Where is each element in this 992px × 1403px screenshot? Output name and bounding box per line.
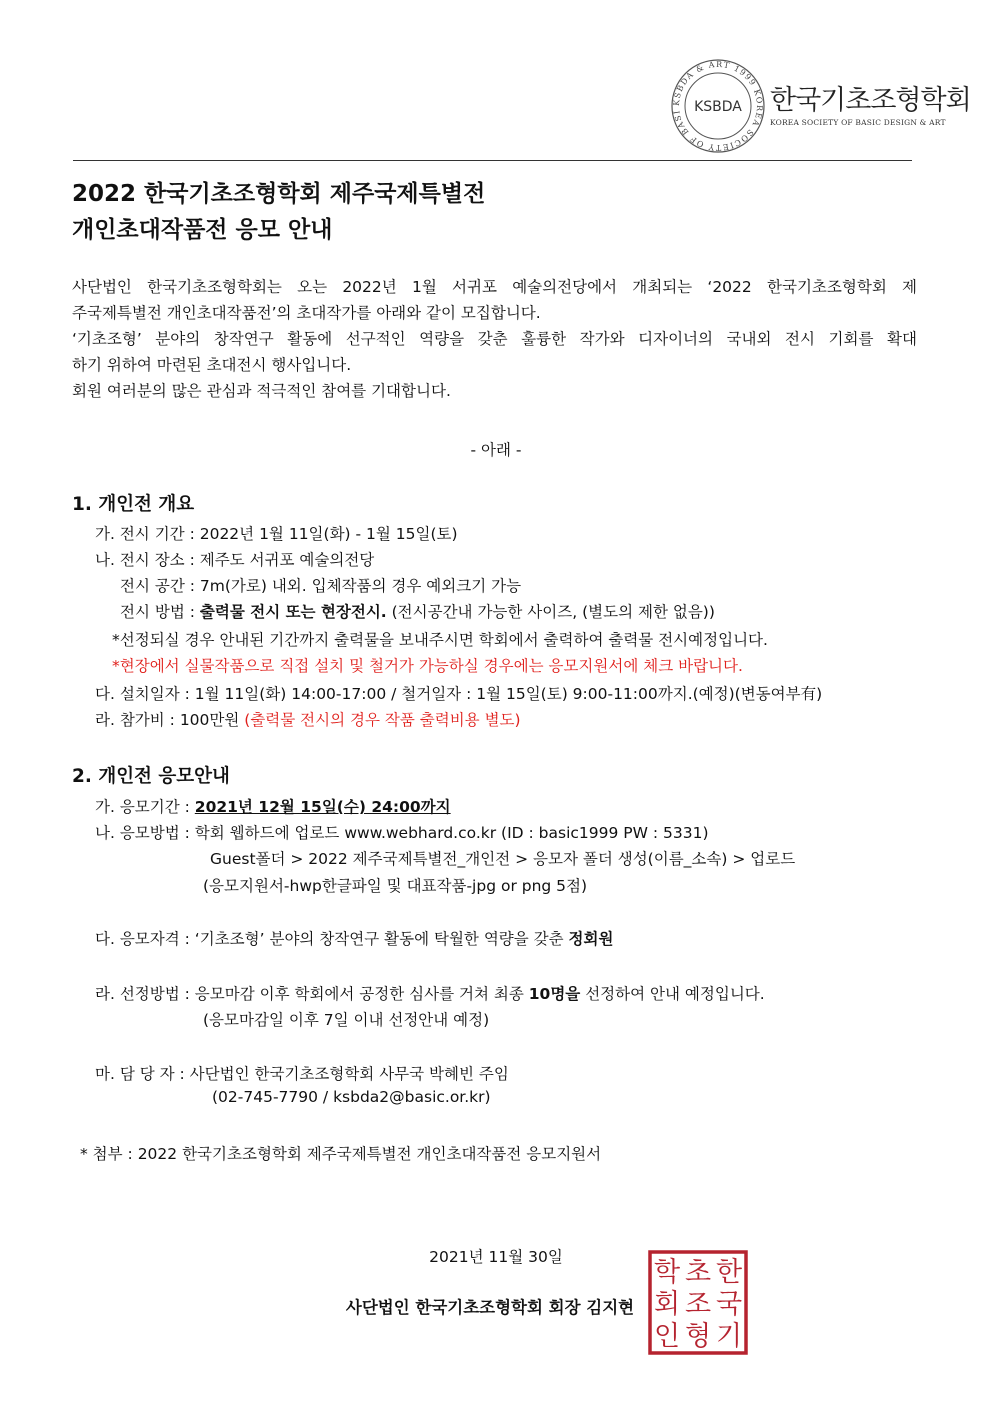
exhibit-method xyxy=(120,600,715,622)
selection-bold: 10명을 xyxy=(528,985,581,1003)
application-method-path: Guest폴더 > 2022 제주국제특별전_개인전 > 응모자 폴더 생성(이름_소속) > 업로드 xyxy=(210,850,796,868)
seal-char: 회 xyxy=(653,1289,681,1320)
official-red-seal xyxy=(648,1250,748,1355)
intro-line-1: 사단법인 한국기초조형학회는 오는 2022년 1월 서귀포 예술의전당에서 개최되는 ‘2022 한국기초조형학회 제 xyxy=(72,278,917,296)
seal-char: 초 xyxy=(684,1257,712,1288)
signature-line: 사단법인 한국기초조형학회 회장 김지현 xyxy=(345,1298,635,1317)
deadline-value: 2021년 12월 15일(수) 24:00까지 xyxy=(194,798,451,816)
selection-notice: (응모마감일 이후 7일 이내 선정안내 예정) xyxy=(203,1011,490,1029)
seal-char: 한 xyxy=(715,1257,743,1288)
contact-person: 마. 담 당 자 : 사단법인 한국기초조형학회 사무국 박혜빈 주임 xyxy=(95,1065,509,1083)
deadline-label: 가. 응모기간 : xyxy=(95,798,195,816)
exhibit-space: 전시 공간 : 7m(가로) 내외. 입체작품의 경우 예외크기 가능 xyxy=(120,577,522,595)
note-print: *선정되실 경우 안내된 기간까지 출력물을 보내주시면 학회에서 출력하여 출력물 전시예정입니다. xyxy=(112,631,768,649)
intro-line-4: 하기 위하여 마련된 초대전시 행사입니다. xyxy=(72,356,352,374)
method-bold: 출력물 전시 또는 현장전시. xyxy=(199,603,387,621)
note-onsite: *현장에서 실물작품으로 직접 설치 및 철거가 가능하실 경우에는 응모지원서에 체크 바랍니다. xyxy=(112,657,743,675)
install-schedule: 다. 설치일자 : 1월 11일(화) 14:00-17:00 / 철거일자 : 1월 15일(토) 9:00-11:00까지.(예정)(변동여부有) xyxy=(95,685,823,703)
exhibit-venue: 나. 전시 장소 : 제주도 서귀포 예술의전당 xyxy=(95,551,375,569)
seal-char: 국 xyxy=(715,1289,743,1320)
exhibit-period: 가. 전시 기간 : 2022년 1월 11일(화) - 1월 15일(토) xyxy=(95,525,458,543)
below-marker: - 아래 - xyxy=(470,441,522,459)
eligibility xyxy=(95,927,613,949)
application-method-files: (응모지원서-hwp한글파일 및 대표작품-jpg or png 5점) xyxy=(203,877,588,895)
participation-fee xyxy=(95,708,521,730)
logo-wordmark: 한국기초조형학회 xyxy=(770,85,971,116)
fee-label: 라. 참가비 : 100만원 xyxy=(95,711,245,729)
seal-char: 조 xyxy=(684,1289,712,1320)
section-2-heading: 2. 개인전 응모안내 xyxy=(72,766,230,787)
seal-char: 기 xyxy=(715,1321,743,1352)
selection-method xyxy=(95,982,765,1004)
section-1-heading: 1. 개인전 개요 xyxy=(72,494,195,515)
title-line-2: 개인초대작품전 응모 안내 xyxy=(72,217,333,243)
seal-ring-text: KSBDA & ART 1999 KOREA SOCIETY OF BASI xyxy=(671,59,765,153)
fee-note: (출력물 전시의 경우 작품 출력비용 별도) xyxy=(244,711,521,729)
selection-label: 라. 선정방법 : 응모마감 이후 학회에서 공정한 심사를 거쳐 최종 xyxy=(95,985,529,1003)
contact-details: (02-745-7790 / ksbda2@basic.or.kr) xyxy=(212,1088,491,1106)
attachment-note: * 첨부 : 2022 한국기초조형학회 제주국제특별전 개인초대작품전 응모지원서 xyxy=(80,1145,602,1163)
document-date: 2021년 11월 30일 xyxy=(429,1248,563,1266)
seal-char: 인 xyxy=(653,1321,681,1352)
seal-char: 형 xyxy=(684,1321,712,1352)
seal-char: 학 xyxy=(653,1257,681,1288)
eligibility-bold: 정회원 xyxy=(568,930,614,948)
intro-line-2: 주국제특별전 개인초대작품전’의 초대작가를 아래와 같이 모집합니다. xyxy=(72,304,541,322)
method-rest: (전시공간내 가능한 사이즈, (별도의 제한 없음)) xyxy=(386,603,715,621)
intro-line-5: 회원 여러분의 많은 관심과 적극적인 참여를 기대합니다. xyxy=(72,382,451,400)
seal-center-text: KSBDA xyxy=(694,99,742,115)
title-line-1: 2022 한국기초조형학회 제주국제특별전 xyxy=(72,181,486,207)
header-divider xyxy=(73,160,912,161)
application-method: 나. 응모방법 : 학회 웹하드에 업로드 www.webhard.co.kr (ID : basic1999 PW : 5331) xyxy=(95,824,709,842)
method-label: 전시 방법 : xyxy=(120,603,200,621)
intro-paragraph xyxy=(72,274,917,404)
intro-line-3: ‘기초조형’ 분야의 창작연구 활동에 선구적인 역량을 갖춘 훌륭한 작가와 디자이너의 국내외 전시 기회를 확대 xyxy=(72,330,917,348)
selection-rest: 선정하여 안내 예정입니다. xyxy=(580,985,765,1003)
logo-subtitle: KOREA SOCIETY OF BASIC DESIGN & ART xyxy=(770,118,946,127)
ksbda-seal-logo xyxy=(670,58,766,154)
eligibility-label: 다. 응모자격 : ‘기초조형’ 분야의 창작연구 활동에 탁월한 역량을 갖춘 xyxy=(95,930,569,948)
application-deadline xyxy=(95,795,451,817)
